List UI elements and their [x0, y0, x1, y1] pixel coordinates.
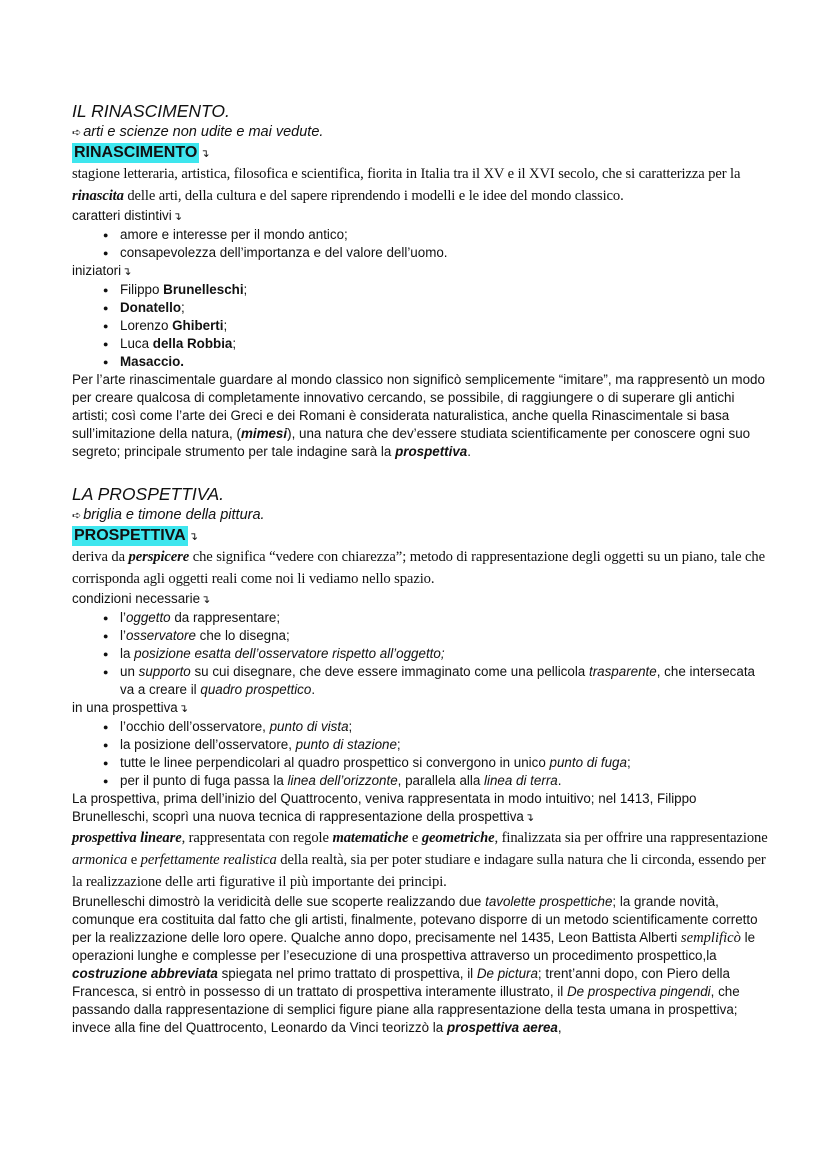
- motto-text: arti e scienze non udite e mai vedute.: [83, 124, 324, 140]
- emphasis-text: geometriche: [421, 830, 495, 846]
- text-segment: su cui disegnare, che deve essere immaginato come una pellicola: [190, 664, 589, 679]
- text-segment: la posizione dell’osservatore,: [120, 737, 296, 752]
- emphasis-text: perspicere: [128, 549, 190, 565]
- emphasis-text: della Robbia: [152, 336, 233, 351]
- paragraph: [72, 893, 768, 1037]
- emphasis-text: rinascita: [72, 188, 124, 204]
- list-item: [120, 299, 768, 317]
- emphasis-text: De prospectiva pingendi: [566, 984, 711, 999]
- emphasis-text: prospettiva: [395, 444, 468, 459]
- text-segment: .: [557, 773, 562, 788]
- paragraph: [72, 371, 768, 461]
- emphasis-text: Brunelleschi: [163, 282, 244, 297]
- list-label: [72, 262, 768, 281]
- text-segment: ;: [223, 318, 228, 333]
- list-item: [120, 335, 768, 353]
- emphasis-text: oggetto: [125, 610, 171, 625]
- label-text: iniziatori: [72, 263, 122, 278]
- text-segment: delle arti, della cultura e del sapere riprendendo i modelli e le idee del mondo classico.: [123, 188, 624, 204]
- text-segment: la: [120, 646, 135, 661]
- section-title: LA PROSPETTIVA.: [72, 484, 225, 504]
- text-segment: consapevolezza dell’importanza e del valore dell’uomo.: [120, 245, 448, 260]
- list-item: [120, 736, 768, 754]
- text-segment: Luca: [120, 336, 153, 351]
- perspective-elements-list: [72, 718, 768, 790]
- text-segment: , che passando dalla rappresentazione di semplici figure piane alla rappresentazione della testa umana in prospettiva; invece alla fine del Quattrocento, Leonardo da Vinci teorizzò la: [72, 984, 740, 1035]
- list-label: [72, 699, 768, 718]
- emphasis-text: trasparente: [588, 664, 657, 679]
- text-segment: spiegata nel primo trattato di prospettiva, il: [217, 966, 477, 981]
- text-segment: che lo disegna;: [195, 628, 290, 643]
- emphasis-text: mimesi: [240, 426, 288, 441]
- hook-arrow-icon: ↴: [178, 703, 188, 715]
- list-item: [120, 244, 768, 262]
- text-segment: stagione letteraria, artistica, filosofica e scientifica, fiorita in Italia tra il XV e il XVI secolo, che si caratterizza per la: [72, 166, 741, 182]
- list-item: [120, 281, 768, 299]
- term-heading: [72, 143, 768, 163]
- hook-arrow-icon: ↴: [201, 594, 211, 606]
- text-segment: amore e interesse per il mondo antico;: [120, 227, 348, 242]
- emphasis-text: Masaccio.: [120, 354, 185, 369]
- text-segment: Lorenzo: [120, 318, 173, 333]
- text-segment: Per l’arte rinascimentale guardare al mondo classico non significò semplicemente “imitare”, ma rappresentò un modo per creare qualcosa di completamente innovativo cercando, se possibile, di raggiungere o di superare gli antichi artisti; così come l’arte dei Greci e dei Romani è considerata naturalistica, anche quella Rinascimentale si basa sull’imitazione della natura, (: [72, 372, 765, 441]
- text-segment: per il punto di fuga passa la: [120, 773, 288, 788]
- label-text: caratteri distintivi: [72, 208, 172, 223]
- text-segment: le operazioni lunghe e complesse per l’esecuzione di una prospettiva attraverso un procedimento prospettico,la: [72, 930, 756, 963]
- highlighted-term: RINASCIMENTO: [74, 144, 198, 161]
- emphasis-text: punto di fuga: [549, 755, 627, 770]
- list-label: [72, 590, 768, 609]
- text-segment: ; trent’anni dopo, con Piero della Francesca, si entrò in possesso di un trattato di prospettiva interamente illustrato, il: [72, 966, 730, 999]
- emphasis-text: armonica: [72, 852, 128, 868]
- text-segment: tutte le linee perpendicolari al quadro prospettico si convergono in unico: [120, 755, 550, 770]
- text-segment: deriva da: [72, 549, 129, 565]
- text-segment: ;: [243, 282, 248, 297]
- text-segment: ;: [232, 336, 237, 351]
- hook-arrow-icon: ↴: [122, 266, 132, 278]
- emphasis-text: punto di vista: [269, 719, 349, 734]
- text-segment: , che intersecata va a creare il: [120, 664, 755, 697]
- emphasis-text: punto di stazione: [295, 737, 397, 752]
- text-segment: ), una natura che dev’essere studiata scientificamente per conoscere ogni suo segreto; principale strumento per tale indagine sarà la: [72, 426, 751, 459]
- emphasis-text: prospettiva lineare: [72, 830, 182, 846]
- list-item: [120, 609, 768, 627]
- text-segment: un: [120, 664, 139, 679]
- term-heading: [72, 526, 768, 546]
- motto: [72, 122, 768, 143]
- emphasis-text: Donatello: [120, 300, 182, 315]
- list-item: [120, 317, 768, 335]
- text-segment: ,: [557, 1020, 562, 1035]
- hook-arrow-icon: ↴: [200, 148, 210, 160]
- emphasis-text: linea dell’orizzonte: [287, 773, 398, 788]
- emphasis-text: tavolette prospettiche: [485, 894, 613, 909]
- emphasis-text: Ghiberti: [172, 318, 224, 333]
- paragraph: [72, 827, 768, 893]
- text-segment: .: [311, 682, 316, 697]
- list-item: [120, 627, 768, 645]
- list-item: [120, 226, 768, 244]
- emphasis-text: prospettiva aerea: [446, 1020, 558, 1035]
- list-item: [120, 772, 768, 790]
- initiators-list: [72, 281, 768, 371]
- label-text: condizioni necessarie: [72, 591, 201, 606]
- list-item: [120, 718, 768, 736]
- list-item: [120, 663, 768, 699]
- hook-arrow-icon: ↴: [172, 211, 182, 223]
- emphasis-text: osservatore: [125, 628, 196, 643]
- definition: [72, 163, 768, 207]
- list-item: [120, 645, 768, 663]
- text-segment: .: [467, 444, 471, 459]
- text-segment: Filippo: [120, 282, 164, 297]
- emphasis-text: De pictura: [476, 966, 538, 981]
- text-segment: ;: [396, 737, 401, 752]
- text-segment: , finalizzata sia per offrire una rappresentazione: [494, 830, 768, 846]
- emphasis-text: ↴: [524, 812, 535, 824]
- text-segment: ;: [626, 755, 631, 770]
- text-segment: ; la grande novità, comunque era costituita dal fatto che gli artisti, finalmente, potevano disporre di un metodo scientificamente corretto per la realizzazione delle loro opere. Qualche anno dopo, precisamente nel 1435, Leon Battista Alberti: [72, 894, 758, 945]
- emphasis-text: matematiche: [332, 830, 409, 846]
- text-segment: l’: [120, 628, 126, 643]
- text-segment: l’: [120, 610, 126, 625]
- emphasis-text: linea di terra: [484, 773, 558, 788]
- list-label: [72, 207, 768, 226]
- characteristics-list: [72, 226, 768, 262]
- text-segment: che significa “vedere con chiarezza”; metodo di rappresentazione degli oggetti su un piano, tale che corrisponda agli oggetti reali come noi li vediamo nello spazio.: [72, 549, 765, 587]
- emphasis-text: supporto: [138, 664, 191, 679]
- arrow-icon: ➪: [72, 127, 82, 139]
- conditions-list: [72, 609, 768, 699]
- emphasis-text: costruzione abbreviata: [72, 966, 218, 981]
- highlighted-term: PROSPETTIVA: [74, 527, 186, 544]
- motto: [72, 505, 768, 526]
- text-segment: della realtà, sia per poter studiare e indagare sulla natura che li circonda, essendo per la realizzazione delle arti figurative il più importante dei principi.: [72, 852, 766, 890]
- definition: [72, 546, 768, 590]
- hook-arrow-icon: ↴: [188, 531, 198, 543]
- emphasis-text: quadro prospettico: [200, 682, 312, 697]
- paragraph: [72, 790, 768, 827]
- emphasis-text: perfettamente realistica: [140, 852, 277, 868]
- section-title: IL RINASCIMENTO.: [72, 101, 230, 121]
- arrow-icon: ➪: [72, 510, 82, 522]
- text-segment: , parallela alla: [397, 773, 485, 788]
- motto-text: briglia e timone della pittura.: [83, 507, 265, 523]
- label-text: in una prospettiva: [72, 700, 178, 715]
- text-segment: e: [127, 852, 141, 868]
- text-segment: da rappresentare;: [170, 610, 281, 625]
- text-segment: e: [408, 830, 422, 846]
- emphasis-text: semplificò: [680, 930, 741, 946]
- text-segment: , rappresentata con regole: [181, 830, 333, 846]
- text-segment: Brunelleschi dimostrò la veridicità delle sue scoperte realizzando due: [72, 894, 486, 909]
- text-segment: La prospettiva, prima dell’inizio del Quattrocento, veniva rappresentata in modo intuitivo; nel 1413, Filippo Brunelleschi, scoprì una nuova tecnica di rappresentazione della prospettiva: [72, 791, 697, 824]
- emphasis-text: posizione esatta dell’osservatore rispetto all’oggetto;: [134, 646, 445, 661]
- list-item: [120, 754, 768, 772]
- list-item: [120, 353, 768, 371]
- text-segment: ;: [181, 300, 185, 315]
- text-segment: l’occhio dell’osservatore,: [120, 719, 270, 734]
- text-segment: ;: [348, 719, 353, 734]
